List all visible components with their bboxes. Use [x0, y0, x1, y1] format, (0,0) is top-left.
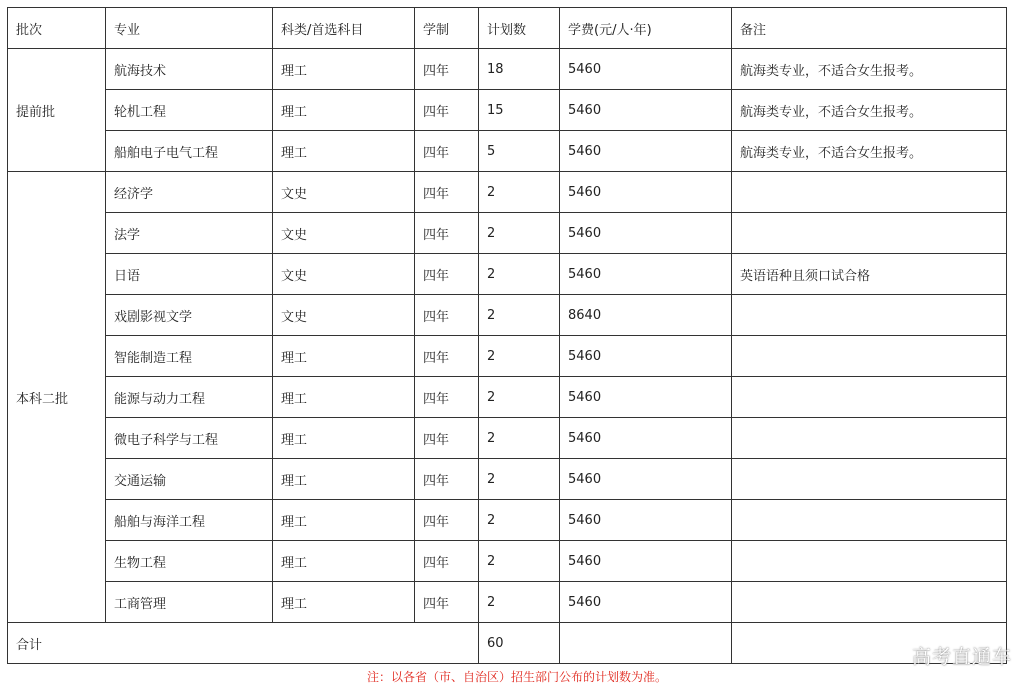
major-cell: 生物工程: [106, 541, 273, 582]
fee-cell: 5460: [560, 172, 732, 213]
plan-cell: 2: [479, 213, 560, 254]
remark-cell: [732, 541, 1007, 582]
remark-cell: [732, 459, 1007, 500]
remark-cell: [732, 418, 1007, 459]
duration-cell: 四年: [415, 172, 479, 213]
total-fee-empty: [560, 623, 732, 664]
fee-cell: 5460: [560, 500, 732, 541]
plan-cell: 2: [479, 336, 560, 377]
batch-cell: 提前批: [8, 49, 106, 172]
remark-cell: [732, 336, 1007, 377]
fee-cell: 5460: [560, 131, 732, 172]
duration-cell: 四年: [415, 49, 479, 90]
fee-cell: 5460: [560, 541, 732, 582]
total-label: 合计: [8, 623, 479, 664]
remark-cell: 航海类专业，不适合女生报考。: [732, 131, 1007, 172]
major-cell: 工商管理: [106, 582, 273, 623]
category-cell: 理工: [273, 377, 415, 418]
remark-cell: 英语语种且须口试合格: [732, 254, 1007, 295]
major-cell: 日语: [106, 254, 273, 295]
major-cell: 航海技术: [106, 49, 273, 90]
remark-cell: [732, 172, 1007, 213]
major-cell: 船舶电子电气工程: [106, 131, 273, 172]
duration-cell: 四年: [415, 213, 479, 254]
table-row: [8, 90, 1007, 131]
plan-cell: 2: [479, 377, 560, 418]
major-cell: 微电子科学与工程: [106, 418, 273, 459]
table-row: [8, 336, 1007, 377]
table-row: [8, 418, 1007, 459]
category-cell: 理工: [273, 49, 415, 90]
major-cell: 经济学: [106, 172, 273, 213]
header-fee: 学费(元/人·年): [560, 8, 732, 49]
footnote: 注：以各省（市、自治区）招生部门公布的计划数为准。: [366, 670, 667, 684]
fee-cell: 5460: [560, 336, 732, 377]
fee-cell: 8640: [560, 295, 732, 336]
category-cell: 理工: [273, 541, 415, 582]
remark-cell: [732, 377, 1007, 418]
fee-cell: 5460: [560, 582, 732, 623]
header-batch: 批次: [8, 8, 106, 49]
plan-cell: 5: [479, 131, 560, 172]
fee-cell: 5460: [560, 213, 732, 254]
duration-cell: 四年: [415, 541, 479, 582]
remark-cell: [732, 213, 1007, 254]
plan-cell: 2: [479, 172, 560, 213]
table-row: [8, 172, 1007, 213]
fee-cell: 5460: [560, 418, 732, 459]
category-cell: 理工: [273, 459, 415, 500]
table-row: [8, 459, 1007, 500]
category-cell: 理工: [273, 131, 415, 172]
header-duration: 学制: [415, 8, 479, 49]
category-cell: 理工: [273, 336, 415, 377]
category-cell: 理工: [273, 418, 415, 459]
duration-cell: 四年: [415, 131, 479, 172]
batch-cell: 本科二批: [8, 172, 106, 623]
category-cell: 理工: [273, 90, 415, 131]
table-row: [8, 541, 1007, 582]
plan-cell: 2: [479, 459, 560, 500]
duration-cell: 四年: [415, 295, 479, 336]
plan-cell: 2: [479, 541, 560, 582]
table-body: [8, 8, 1007, 623]
fee-cell: 5460: [560, 49, 732, 90]
major-cell: 戏剧影视文学: [106, 295, 273, 336]
category-cell: 理工: [273, 500, 415, 541]
plan-cell: 2: [479, 500, 560, 541]
table-row: [8, 131, 1007, 172]
table-row: [8, 295, 1007, 336]
table-header-row: [8, 8, 1007, 49]
table-row: [8, 377, 1007, 418]
plan-cell: 15: [479, 90, 560, 131]
duration-cell: 四年: [415, 418, 479, 459]
category-cell: 文史: [273, 295, 415, 336]
plan-cell: 2: [479, 582, 560, 623]
major-cell: 智能制造工程: [106, 336, 273, 377]
major-cell: 能源与动力工程: [106, 377, 273, 418]
table-row: [8, 49, 1007, 90]
fee-cell: 5460: [560, 377, 732, 418]
watermark: 高考直通车: [911, 646, 1012, 668]
category-cell: 理工: [273, 582, 415, 623]
remark-cell: [732, 295, 1007, 336]
duration-cell: 四年: [415, 377, 479, 418]
duration-cell: 四年: [415, 336, 479, 377]
table-row: [8, 213, 1007, 254]
major-cell: 法学: [106, 213, 273, 254]
plan-cell: 18: [479, 49, 560, 90]
table-row: [8, 500, 1007, 541]
category-cell: 文史: [273, 172, 415, 213]
remark-cell: [732, 500, 1007, 541]
major-cell: 交通运输: [106, 459, 273, 500]
duration-cell: 四年: [415, 459, 479, 500]
total-row: [8, 623, 1007, 664]
duration-cell: 四年: [415, 500, 479, 541]
duration-cell: 四年: [415, 254, 479, 295]
fee-cell: 5460: [560, 254, 732, 295]
total-plan: 60: [479, 623, 560, 664]
remark-cell: [732, 582, 1007, 623]
category-cell: 文史: [273, 213, 415, 254]
enrollment-plan-table: [7, 7, 1007, 664]
header-plan: 计划数: [479, 8, 560, 49]
fee-cell: 5460: [560, 90, 732, 131]
plan-cell: 2: [479, 254, 560, 295]
table-row: [8, 254, 1007, 295]
remark-cell: 航海类专业，不适合女生报考。: [732, 90, 1007, 131]
table-row: [8, 582, 1007, 623]
header-major: 专业: [106, 8, 273, 49]
category-cell: 文史: [273, 254, 415, 295]
fee-cell: 5460: [560, 459, 732, 500]
duration-cell: 四年: [415, 582, 479, 623]
header-remark: 备注: [732, 8, 1007, 49]
duration-cell: 四年: [415, 90, 479, 131]
plan-cell: 2: [479, 295, 560, 336]
major-cell: 船舶与海洋工程: [106, 500, 273, 541]
plan-cell: 2: [479, 418, 560, 459]
remark-cell: 航海类专业，不适合女生报考。: [732, 49, 1007, 90]
header-category: 科类/首选科目: [273, 8, 415, 49]
major-cell: 轮机工程: [106, 90, 273, 131]
